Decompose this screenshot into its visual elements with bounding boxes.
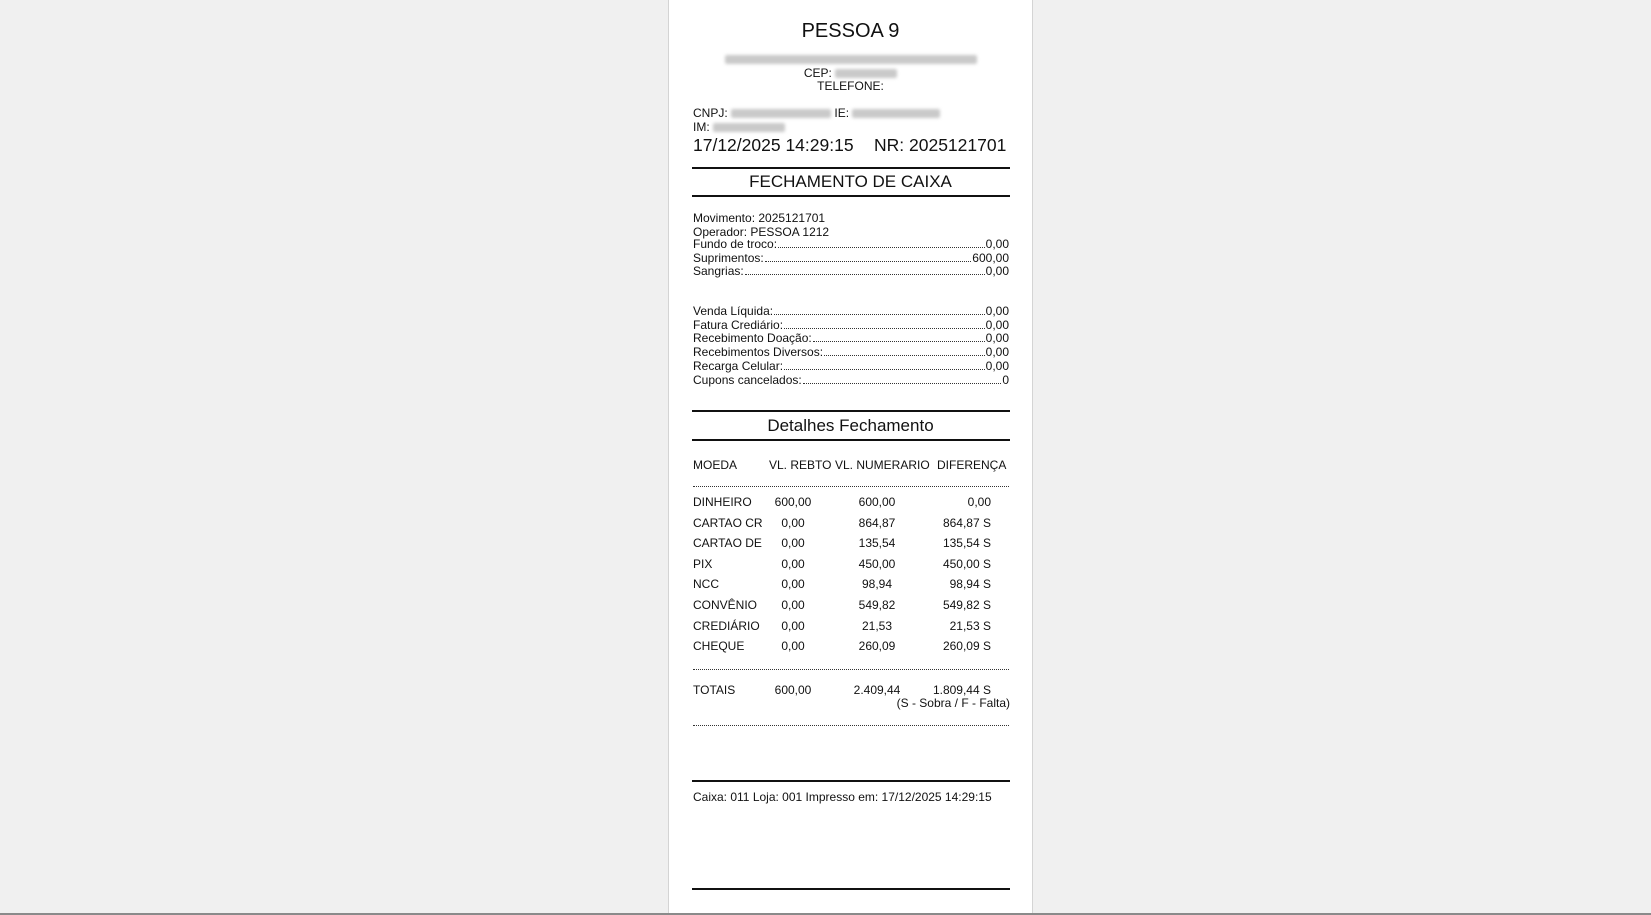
detail-cell-vl-rebto: 0,00 [781, 556, 805, 571]
detail-cell-moeda: CONVÊNIO [693, 598, 758, 612]
summary-row [693, 345, 1009, 359]
operador-line: Operador: PESSOA 1212 [693, 225, 830, 239]
summary-row [693, 331, 1009, 345]
summary-row [693, 237, 1009, 251]
divider [692, 888, 1010, 890]
dotted-separator [693, 725, 1009, 726]
summary-row [693, 359, 1009, 373]
summary-label: Recebimentos Diversos: [693, 345, 824, 360]
column-header-diferenca: DIFERENÇA [937, 458, 1007, 472]
totals-diferenca: 1.809,44 S [932, 683, 991, 697]
divider [692, 410, 1010, 412]
detail-cell-vl-numerario: 135,54 [858, 536, 896, 551]
address-line-redacted [669, 52, 1032, 66]
dot-leader [784, 327, 985, 329]
detail-cell-vl-numerario: 864,87 [858, 515, 896, 530]
summary-row [693, 318, 1009, 332]
detalhes-title: Detalhes Fechamento [767, 416, 934, 435]
detail-cell-diferenca: 21,53 S [949, 618, 991, 633]
totals-label: TOTAIS [693, 683, 736, 697]
ie-label: IE: [834, 106, 850, 120]
dot-leader [774, 313, 985, 315]
summary-value: 0,00 [985, 317, 1009, 332]
dot-leader [745, 273, 985, 275]
receipt-datetime: 17/12/2025 14:29:15 [693, 135, 854, 155]
summary-row [693, 373, 1009, 387]
dot-leader [813, 340, 985, 342]
detail-cell-moeda: PIX [693, 556, 713, 571]
summary-label: Recebimento Doação: [693, 331, 812, 346]
detail-cell-vl-numerario: 21,53 [861, 618, 893, 633]
summary-value: 0,00 [985, 304, 1009, 318]
detail-cell-moeda: CHEQUE [693, 639, 745, 654]
im-line [693, 120, 785, 134]
fechamento-title: FECHAMENTO DE CAIXA [749, 172, 952, 191]
dot-leader [784, 368, 985, 370]
column-header-moeda: MOEDA [693, 458, 738, 472]
detail-cell-diferenca: 450,00 S [942, 556, 991, 571]
cnpj-ie-line [693, 106, 940, 120]
detail-cell-moeda: NCC [693, 577, 719, 592]
detail-cell-moeda: CARTAO DE [693, 536, 762, 551]
divider [692, 195, 1010, 197]
detail-cell-vl-rebto: 0,00 [781, 536, 805, 551]
im-value-redacted [713, 123, 785, 132]
receipt-page [668, 0, 1033, 913]
divider [692, 780, 1010, 782]
summary-value: 0,00 [985, 345, 1009, 360]
movimento-line: Movimento: 2025121701 [693, 211, 826, 225]
store-name: PESSOA 9 [801, 20, 900, 42]
ie-value-redacted [852, 109, 940, 118]
detail-cell-diferenca: 260,09 S [942, 639, 991, 654]
im-label: IM: [693, 120, 710, 134]
sobra-falta-legend: (S - Sobra / F - Falta) [896, 696, 1010, 710]
detail-cell-diferenca: 864,87 S [942, 515, 991, 530]
detail-cell-vl-rebto: 0,00 [781, 515, 805, 530]
detail-cell-vl-numerario: 600,00 [858, 495, 896, 509]
dot-leader [824, 354, 985, 356]
column-header-vl-numerario: VL. NUMERARIO [835, 458, 930, 472]
receipt-number: NR: 2025121701 [874, 135, 1007, 155]
cnpj-label: CNPJ: [693, 106, 728, 120]
summary-label: Venda Líquida: [693, 304, 774, 318]
summary-label: Fundo de troco: [693, 237, 778, 251]
detail-cell-diferenca: 135,54 S [942, 536, 991, 551]
detail-cell-moeda: CARTAO CR [693, 515, 763, 530]
summary-label: Suprimentos: [693, 250, 764, 265]
detail-cell-diferenca: 549,82 S [942, 598, 991, 612]
summary-value: 0 [1002, 372, 1009, 387]
summary-value: 0,00 [985, 237, 1009, 251]
dotted-separator [693, 486, 1009, 487]
summary-label: Cupons cancelados: [693, 372, 802, 387]
telefone-label: TELEFONE: [817, 79, 884, 93]
cep-line [669, 66, 1032, 80]
footer-info: Caixa: 011 Loja: 001 Impresso em: 17/12/2025 14:29:15 [693, 790, 992, 804]
detail-cell-vl-numerario: 260,09 [858, 639, 896, 654]
detail-cell-vl-rebto: 0,00 [781, 618, 805, 633]
divider [692, 439, 1010, 441]
dot-leader [778, 246, 985, 248]
detail-cell-vl-numerario: 549,82 [858, 598, 896, 612]
summary-label: Sangrias: [693, 264, 744, 279]
detail-cell-diferenca: 0,00 [967, 495, 991, 509]
summary-value: 600,00 [972, 250, 1009, 265]
detail-cell-vl-rebto: 0,00 [781, 639, 805, 654]
cep-label: CEP: [803, 66, 832, 80]
dot-leader [803, 382, 1002, 384]
divider [692, 167, 1010, 169]
summary-label: Fatura Crediário: [693, 317, 784, 332]
summary-row [693, 304, 1009, 318]
cep-value-redacted [835, 69, 897, 78]
detail-cell-vl-numerario: 98,94 [861, 577, 893, 592]
dotted-separator [693, 669, 1009, 670]
detail-cell-vl-rebto: 600,00 [774, 495, 812, 509]
summary-value: 0,00 [985, 358, 1009, 373]
detail-cell-vl-numerario: 450,00 [858, 556, 896, 571]
totals-vl-numerario: 2.409,44 [853, 683, 901, 697]
dot-leader [765, 260, 972, 262]
summary-value: 0,00 [985, 331, 1009, 346]
summary-row [693, 264, 1009, 278]
detail-cell-moeda: DINHEIRO [693, 495, 752, 509]
detail-cell-vl-rebto: 0,00 [781, 598, 805, 612]
detail-cell-moeda: CREDIÁRIO [693, 618, 760, 633]
summary-value: 0,00 [985, 264, 1009, 279]
totals-vl-rebto: 600,00 [774, 683, 812, 697]
column-header-vl-rebto: VL. REBTO [769, 458, 832, 472]
summary-row [693, 251, 1009, 265]
detail-cell-diferenca: 98,94 S [949, 577, 991, 592]
cnpj-value-redacted [731, 109, 831, 118]
summary-label: Recarga Celular: [693, 358, 784, 373]
detail-cell-vl-rebto: 0,00 [781, 577, 805, 592]
